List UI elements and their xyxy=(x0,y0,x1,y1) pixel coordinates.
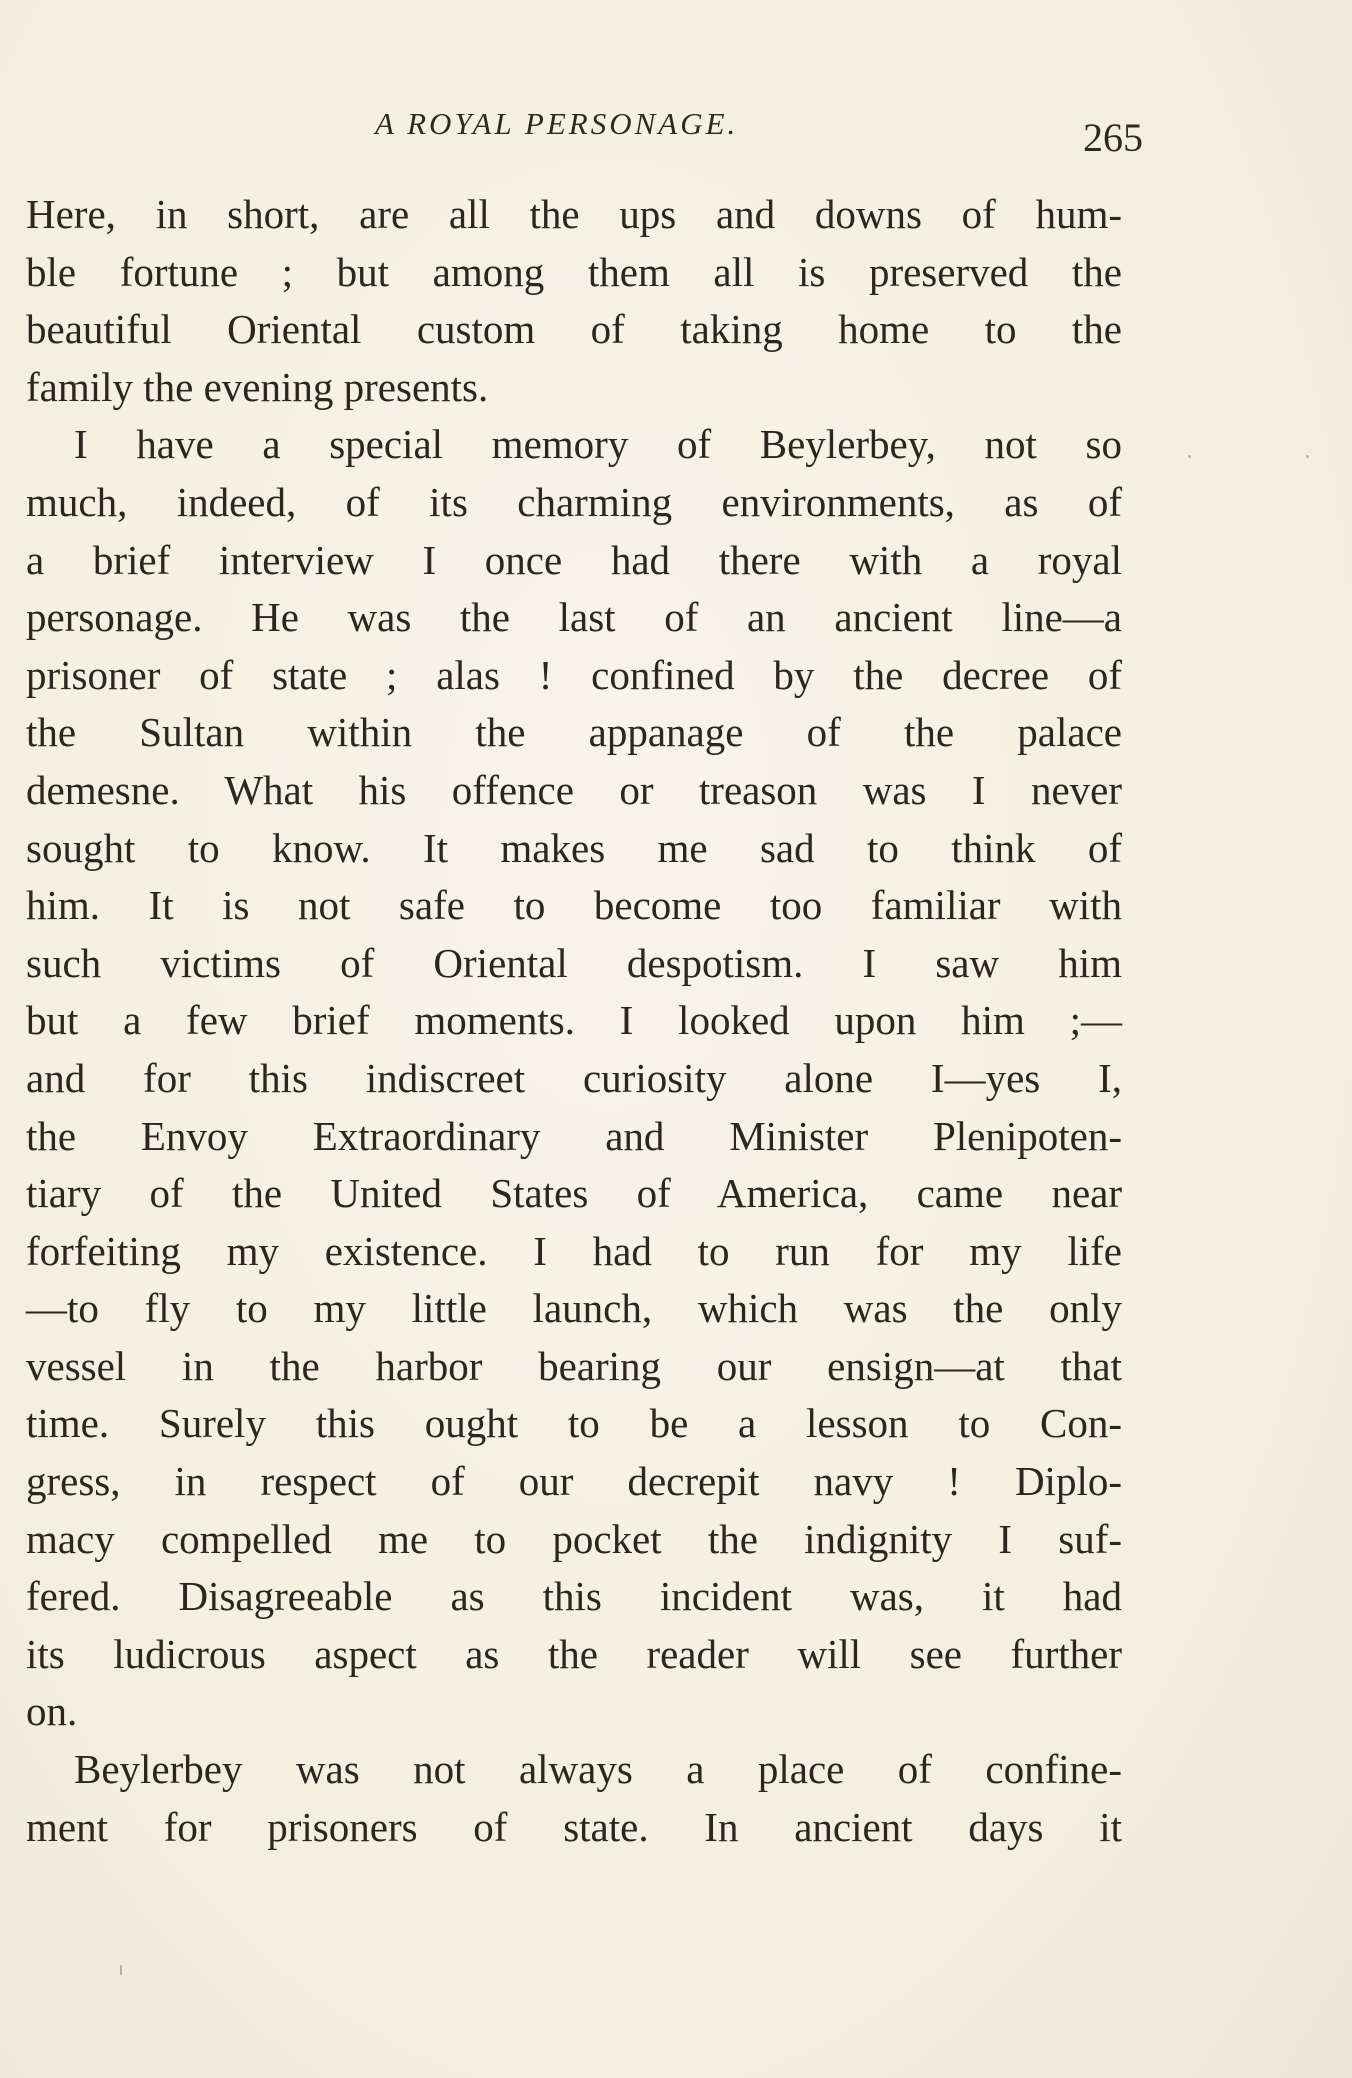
text-line: him. It is not safe to become too familiar with xyxy=(26,882,1122,929)
page-number: 265 xyxy=(1083,115,1143,160)
text-line: ment for prisoners of state. In ancient days it xyxy=(26,1803,1122,1850)
text-line: personage. He was the last of an ancient line—a xyxy=(26,594,1122,641)
body-text xyxy=(26,186,1122,1856)
text-line: demesne. What his offence or treason was I never xyxy=(26,766,1122,813)
text-line: prisoner of state ; alas ! confined by the decree of xyxy=(26,651,1122,698)
text-line: much, indeed, of its charming environments, as of xyxy=(26,478,1122,525)
running-head xyxy=(0,100,1352,160)
text-line: —to fly to my little launch, which was the only xyxy=(26,1285,1122,1332)
paper-speck xyxy=(1306,455,1309,458)
text-line: on. xyxy=(26,1688,78,1735)
text-line: Here, in short, are all the ups and downs of hum- xyxy=(26,191,1122,237)
paper-speck xyxy=(120,1965,122,1975)
text-line: its ludicrous aspect as the reader will see further xyxy=(26,1630,1122,1677)
paper-speck xyxy=(1188,455,1191,458)
running-title: A ROYAL PERSONAGE. xyxy=(375,106,739,141)
text-line: such victims of Oriental despotism. I saw him xyxy=(26,939,1122,986)
text-line: sought to know. It makes me sad to think of xyxy=(26,824,1122,871)
text-line: I have a special memory of Beylerbey, not so xyxy=(74,421,1122,468)
text-line: beautiful Oriental custom of taking home to the xyxy=(26,306,1122,353)
text-line: gress, in respect of our decrepit navy ! Diplo- xyxy=(26,1458,1122,1505)
text-line: forfeiting my existence. I had to run for my life xyxy=(26,1227,1122,1274)
text-line: but a few brief moments. I looked upon him ;— xyxy=(26,997,1122,1044)
text-line: vessel in the harbor bearing our ensign—at that xyxy=(26,1342,1122,1389)
text-line: macy compelled me to pocket the indignity I suf- xyxy=(26,1515,1122,1562)
text-line: ble fortune ; but among them all is preserved the xyxy=(26,248,1122,295)
text-line: fered. Disagreeable as this incident was, it had xyxy=(26,1573,1122,1620)
text-line: and for this indiscreet curiosity alone I—yes I, xyxy=(26,1054,1122,1101)
text-line: Beylerbey was not always a place of confine- xyxy=(74,1746,1122,1793)
text-line: time. Surely this ought to be a lesson to Con- xyxy=(26,1400,1122,1447)
text-line: family the evening presents. xyxy=(26,363,489,410)
text-line: a brief interview I once had there with a royal xyxy=(26,536,1122,583)
text-line: tiary of the United States of America, came near xyxy=(26,1170,1122,1217)
text-line: the Envoy Extraordinary and Minister Plenipoten- xyxy=(26,1112,1122,1159)
text-line: the Sultan within the appanage of the palace xyxy=(26,709,1122,756)
